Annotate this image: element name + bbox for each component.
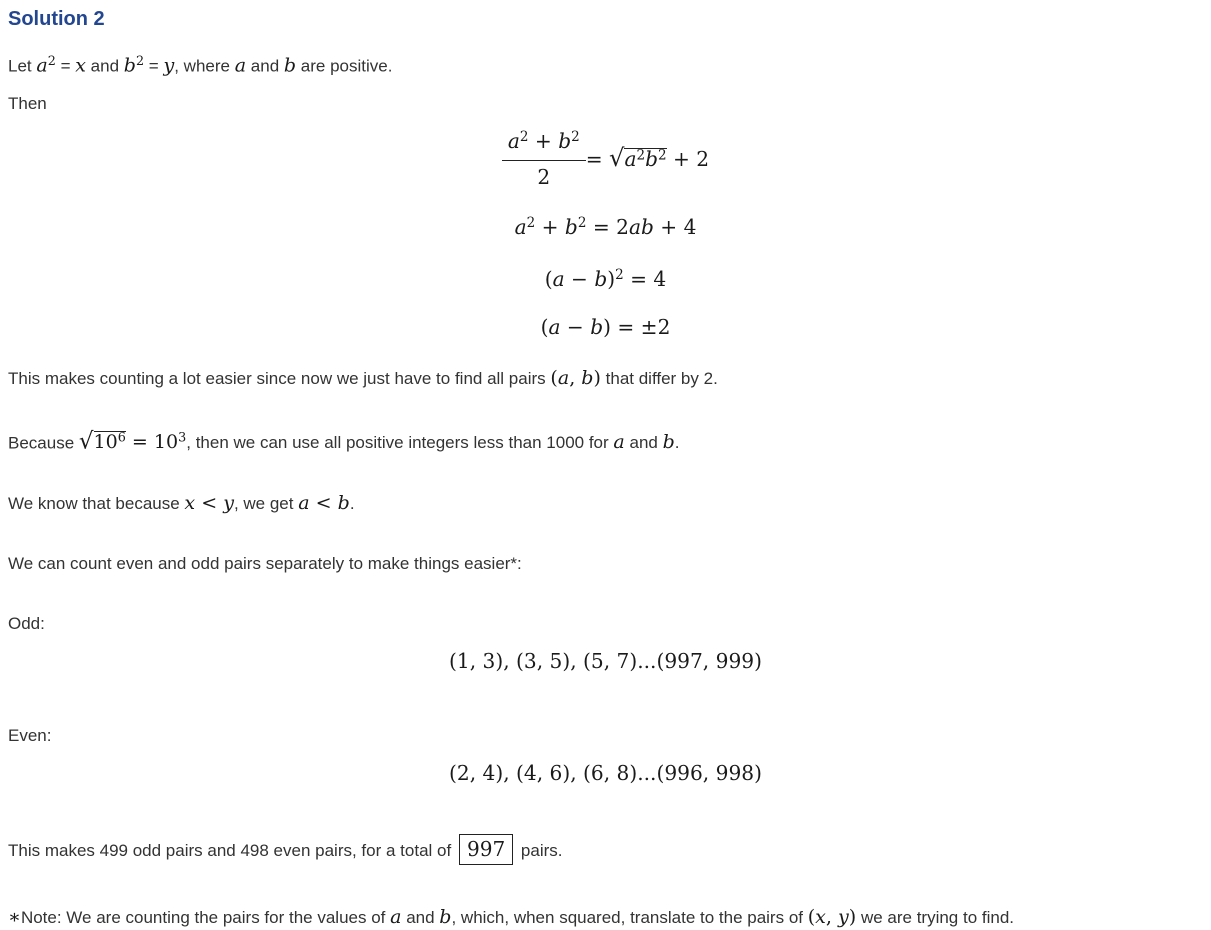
math-italic: b	[439, 906, 452, 929]
math-italic: a	[557, 366, 570, 389]
text-after-sqrt	[125, 430, 680, 453]
text-run: Even:	[8, 726, 52, 745]
math-italic: x	[184, 492, 196, 514]
text-run: This makes counting a lot easier since now we just have to find all pairs	[8, 368, 551, 388]
math-italic: y	[223, 492, 234, 514]
math-roman: =	[585, 147, 609, 172]
math-roman: 10	[93, 431, 118, 453]
text-run: , we get	[233, 494, 299, 513]
math-superscript: 6	[117, 430, 126, 446]
math-roman: = 4	[623, 266, 667, 291]
math-roman: + 4	[653, 214, 697, 239]
paragraph-footnote	[8, 905, 1203, 930]
math-roman: ) = ±2	[603, 314, 671, 339]
math-roman: = 2	[586, 214, 629, 239]
math-italic: x	[75, 54, 86, 77]
text-run: We know that because	[8, 494, 185, 513]
math-italic: b	[590, 314, 604, 339]
math-italic: a	[548, 314, 561, 339]
math-roman: <	[309, 492, 338, 514]
sqrt-expression	[609, 142, 667, 174]
math-roman: −	[560, 314, 591, 339]
paragraph-because	[8, 427, 1203, 455]
label-even	[8, 724, 1203, 748]
math-roman: ,	[569, 366, 582, 389]
fraction-numerator	[502, 124, 586, 160]
sqrt-expression	[79, 427, 126, 455]
math-roman: 2	[537, 165, 551, 190]
math-roman: +	[528, 129, 559, 154]
section-heading: Solution 2	[8, 8, 105, 30]
math-superscript: 2	[615, 266, 624, 283]
text-run: =	[55, 56, 76, 76]
math-italic: b	[564, 214, 578, 239]
paragraph-differ	[8, 366, 1203, 391]
text-run: and	[401, 908, 440, 928]
math-italic: b	[662, 431, 675, 453]
text-run: Then	[8, 94, 47, 114]
text-run: we are trying to find.	[856, 908, 1015, 928]
radicand	[94, 431, 126, 452]
text-run: Odd:	[8, 614, 45, 633]
math-superscript: 2	[577, 215, 587, 232]
math-italic: a	[36, 54, 48, 77]
display-even-pairs	[8, 760, 1203, 788]
math-roman: )	[607, 266, 616, 291]
text-before-sqrt	[8, 433, 79, 452]
math-italic: a	[514, 214, 527, 239]
math-roman: )	[848, 906, 857, 929]
radical-icon: √	[608, 143, 625, 173]
radicand	[624, 148, 666, 171]
math-roman: (2, 4), (4, 6), (6, 8)...(996, 998)	[449, 761, 762, 785]
text-run: , then we can use all positive integers less than 1000 for	[186, 433, 614, 452]
text-run: are positive.	[296, 56, 393, 76]
fraction-denominator	[502, 160, 586, 192]
paragraph-inequality	[8, 491, 1203, 516]
math-italic: a	[507, 129, 520, 154]
fraction	[502, 124, 586, 192]
math-superscript: 2	[135, 54, 145, 69]
math-italic: y	[838, 906, 849, 929]
math-roman: = 10	[125, 431, 179, 453]
math-italic: a	[624, 147, 637, 172]
display-equation-plusminus	[8, 314, 1203, 342]
math-italic: x	[815, 906, 826, 929]
math-italic: a	[298, 492, 310, 514]
math-italic: b	[558, 129, 572, 154]
math-roman: <	[195, 492, 224, 514]
paragraph-total-answer	[8, 834, 1203, 865]
text-run: =	[144, 56, 164, 76]
math-italic: b	[337, 492, 350, 514]
radical-icon: √	[78, 428, 94, 454]
math-roman: (	[544, 266, 553, 291]
equation-rhs	[586, 142, 709, 174]
math-roman: ,	[825, 906, 839, 929]
paragraph-count-strategy	[8, 552, 1203, 576]
math-roman: (	[550, 366, 558, 389]
math-superscript: 2	[47, 54, 56, 69]
math-italic: b	[594, 266, 608, 291]
text-run: pairs.	[516, 841, 563, 860]
math-superscript: 2	[636, 147, 646, 164]
equals-sign	[585, 147, 609, 172]
math-superscript: 2	[519, 129, 529, 146]
text-run: and	[246, 56, 284, 76]
math-italic: a	[390, 906, 402, 929]
text-run: that differ by 2.	[600, 368, 718, 388]
math-roman: (	[807, 906, 816, 929]
math-roman: (1, 3), (3, 5), (5, 7)...(997, 999)	[449, 649, 762, 673]
text-run: Let	[8, 56, 37, 76]
math-roman: −	[564, 266, 595, 291]
paragraph-then	[8, 92, 1203, 116]
math-superscript: 2	[526, 215, 536, 232]
text-run: .	[349, 494, 355, 513]
math-roman: ∗	[8, 906, 21, 929]
math-italic: b	[283, 54, 297, 77]
text-run: , which, when squared, translate to the pairs of	[451, 908, 808, 928]
display-equation-expanded	[8, 210, 1203, 242]
math-superscript: 2	[571, 129, 580, 146]
text-run: and	[624, 433, 663, 452]
display-odd-pairs	[8, 648, 1203, 676]
label-odd	[8, 612, 1203, 636]
boxed-answer: 997	[459, 834, 513, 865]
display-equation-square	[8, 262, 1203, 294]
text-run: , where	[174, 56, 235, 76]
text-run: Because	[8, 433, 79, 452]
math-italic: b	[123, 54, 136, 77]
math-italic: b	[581, 366, 594, 389]
equation-tail	[666, 147, 710, 172]
math-italic: a	[552, 266, 565, 291]
math-roman: (	[540, 314, 549, 339]
math-superscript: 2	[658, 147, 667, 164]
math-italic: a	[613, 431, 625, 453]
text-run: Note: We are counting the pairs for the values of	[20, 908, 391, 928]
paragraph-let	[8, 50, 1203, 78]
display-equation-average	[8, 124, 1203, 192]
text-run: .	[674, 433, 680, 452]
math-roman: )	[593, 366, 601, 389]
math-roman: +	[535, 214, 565, 239]
math-superscript: 3	[178, 430, 187, 446]
math-italic: b	[645, 147, 658, 172]
text-run: We can count even and odd pairs separately to make things easier*:	[8, 554, 522, 573]
math-italic: y	[163, 54, 175, 77]
text-run: and	[85, 56, 124, 76]
math-roman: + 2	[666, 147, 710, 172]
math-italic: ab	[628, 214, 654, 239]
text-run: This makes 499 odd pairs and 498 even pairs, for a total of	[8, 841, 456, 860]
math-italic: a	[234, 54, 247, 77]
